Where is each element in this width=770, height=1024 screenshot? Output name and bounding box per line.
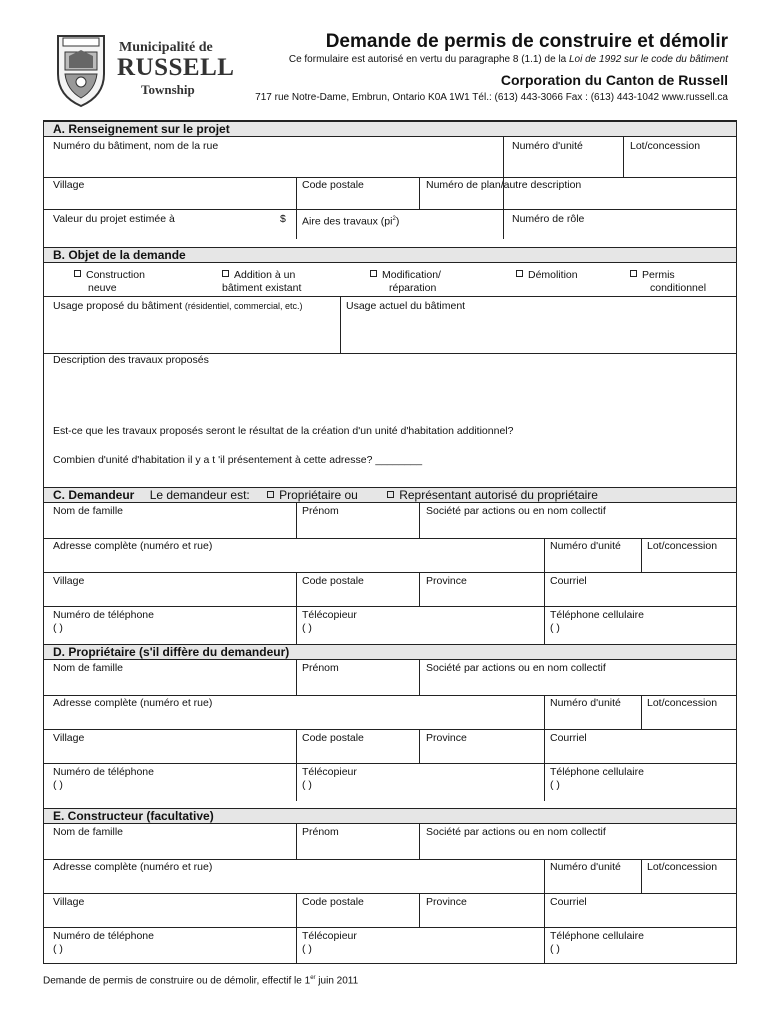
cell-label: Téléphone cellulaire <box>550 766 644 778</box>
last-name-field[interactable]: Nom de famille <box>53 826 124 838</box>
lot-concession-field[interactable]: Lot/concession <box>630 140 701 152</box>
cell-field[interactable] <box>550 609 644 635</box>
form-title: Demande de permis de construire et démolir <box>325 31 728 52</box>
footer-date: juin 2011 <box>315 975 359 987</box>
postal-code-field[interactable]: Code postale <box>302 732 364 744</box>
company-field[interactable]: Société par actions ou en nom collectif <box>426 662 606 674</box>
checkbox-icon[interactable] <box>370 270 377 277</box>
dollar-sign: $ <box>280 213 286 225</box>
coat-of-arms-icon <box>55 30 107 108</box>
section-a-header: A. Renseignement sur le projet <box>44 121 736 137</box>
village-field[interactable]: Village <box>53 179 85 191</box>
work-area-label: Aire des travaux (pi <box>302 215 393 228</box>
option-label: Démolition <box>528 269 578 281</box>
company-field[interactable]: Société par actions ou en nom collectif <box>426 826 606 838</box>
project-value-field[interactable]: Valeur du projet estimée à <box>53 213 175 225</box>
checkbox-icon[interactable] <box>222 270 229 277</box>
phone-label: Numéro de téléphone <box>53 609 154 621</box>
option-label-line2: conditionnel <box>650 282 707 294</box>
village-field[interactable]: Village <box>53 732 85 744</box>
option-modification[interactable] <box>370 269 441 295</box>
phone-label: Numéro de téléphone <box>53 766 154 778</box>
unit-number-field[interactable]: Numéro d'unité <box>512 140 583 152</box>
province-field[interactable]: Province <box>426 575 467 587</box>
fax-field[interactable] <box>302 766 357 792</box>
form-footer <box>43 975 358 986</box>
applicant-is-label: Le demandeur est: <box>149 488 250 502</box>
area-code: ( ) <box>550 622 560 634</box>
lot-concession-field[interactable]: Lot/concession <box>647 697 718 709</box>
section-c-title: C. Demandeur <box>53 488 135 502</box>
fax-label: Télécopieur <box>302 609 357 621</box>
checkbox-icon[interactable] <box>267 491 274 498</box>
area-code: ( ) <box>550 943 560 955</box>
cell-label: Téléphone cellulaire <box>550 930 644 942</box>
unit-number-field[interactable]: Numéro d'unité <box>550 697 621 709</box>
option-label: Permis <box>642 269 675 281</box>
permit-form <box>43 120 737 964</box>
phone-field[interactable] <box>53 766 154 792</box>
option-label-line2: bâtiment existant <box>222 282 302 294</box>
area-code: ( ) <box>53 779 63 791</box>
section-b-header: B. Objet de la demande <box>44 247 736 263</box>
first-name-field[interactable]: Prénom <box>302 826 339 838</box>
unit-number-field[interactable]: Numéro d'unité <box>550 540 621 552</box>
cell-label: Téléphone cellulaire <box>550 609 644 621</box>
work-area-exponent: 2 <box>392 216 396 222</box>
checkbox-icon[interactable] <box>387 491 394 498</box>
option-representative[interactable] <box>387 488 598 502</box>
area-code: ( ) <box>53 622 63 634</box>
additional-unit-question: Est-ce que les travaux proposés seront le résultat de la création d'un unité d'habitation additionnel? <box>53 425 514 437</box>
form-subtitle <box>289 54 728 65</box>
section-e-header: E. Constructeur (facultative) <box>44 808 736 824</box>
checkbox-icon[interactable] <box>630 270 637 277</box>
work-area-close: ) <box>395 215 400 228</box>
address-field[interactable]: Adresse complète (numéro et rue) <box>53 697 213 709</box>
phone-field[interactable] <box>53 609 154 635</box>
proposed-use-hint: (résidentiel, commercial, etc.) <box>184 301 303 311</box>
applicant-contact <box>44 502 736 644</box>
company-field[interactable]: Société par actions ou en nom collectif <box>426 505 606 517</box>
area-code: ( ) <box>550 779 560 791</box>
corporation-name: Corporation du Canton de Russell <box>500 72 728 88</box>
village-field[interactable]: Village <box>53 575 85 587</box>
village-field[interactable]: Village <box>53 896 85 908</box>
option-owner-label: Propriétaire ou <box>279 488 358 502</box>
option-label-line2: neuve <box>88 282 117 294</box>
area-code: ( ) <box>53 943 63 955</box>
fax-label: Télécopieur <box>302 930 357 942</box>
phone-field[interactable] <box>53 930 154 956</box>
option-label: Addition à un <box>234 269 296 281</box>
logo-text-municipalite: Municipalité de <box>119 40 213 55</box>
unit-count-question[interactable]: Combien d'unité d'habitation il y a t 'il présentement à cette adresse? ________ <box>53 454 423 466</box>
roll-number-field[interactable]: Numéro de rôle <box>512 213 585 225</box>
cell-field[interactable] <box>550 930 644 956</box>
address-field[interactable]: Adresse complète (numéro et rue) <box>53 861 213 873</box>
fax-label: Télécopieur <box>302 766 357 778</box>
option-construction-neuve[interactable] <box>74 269 145 295</box>
checkbox-icon[interactable] <box>516 270 523 277</box>
province-field[interactable]: Province <box>426 732 467 744</box>
option-label: Modification/ <box>382 269 441 281</box>
municipality-logo <box>55 30 235 110</box>
fax-field[interactable] <box>302 609 357 635</box>
area-code: ( ) <box>302 622 312 634</box>
proposed-use-field[interactable] <box>53 300 302 313</box>
postal-code-field[interactable]: Code postale <box>302 896 364 908</box>
unit-number-field[interactable]: Numéro d'unité <box>550 861 621 873</box>
corporation-address: 717 rue Notre-Dame, Embrun, Ontario K0A 1W1 Tél.: (613) 443-3066 Fax : (613) 443-1042 www.russell.ca <box>255 92 728 103</box>
footer-sup: er <box>310 975 316 981</box>
proposed-use-label: Usage proposé du bâtiment <box>53 300 182 312</box>
building-street-field[interactable]: Numéro du bâtiment, nom de la rue <box>53 140 219 152</box>
option-demolition[interactable] <box>516 269 578 282</box>
fax-field[interactable] <box>302 930 357 956</box>
owner-contact <box>44 659 736 801</box>
address-field[interactable]: Adresse complète (numéro et rue) <box>53 540 213 552</box>
email-field[interactable]: Courriel <box>550 732 587 744</box>
subtitle-law: Loi de 1992 sur le code du bâtiment <box>569 54 728 65</box>
footer-text: Demande de permis de construire ou de démolir, effectif le 1 <box>43 975 311 987</box>
first-name-field[interactable]: Prénom <box>302 505 339 517</box>
logo-text-township: Township <box>141 82 195 97</box>
first-name-field[interactable]: Prénom <box>302 662 339 674</box>
current-use-field[interactable]: Usage actuel du bâtiment <box>346 300 466 312</box>
area-code: ( ) <box>302 779 312 791</box>
email-field[interactable]: Courriel <box>550 896 587 908</box>
section-c-header <box>44 487 736 503</box>
phone-label: Numéro de téléphone <box>53 930 154 942</box>
subtitle-text: Ce formulaire est autorisé en vertu du paragraphe 8 (1.1) de la <box>288 54 569 65</box>
option-label-line2: réparation <box>389 282 437 294</box>
work-area-field[interactable] <box>302 213 399 229</box>
work-description-field[interactable]: Description des travaux proposés <box>53 354 209 366</box>
builder-contact <box>44 823 736 963</box>
option-label: Construction <box>86 269 145 281</box>
last-name-field[interactable]: Nom de famille <box>53 505 124 517</box>
option-owner[interactable] <box>267 488 358 502</box>
section-d-header: D. Propriétaire (s'il diffère du demandeur) <box>44 644 736 660</box>
plan-number-field[interactable]: Numéro de plan/autre description <box>426 179 582 191</box>
checkbox-icon[interactable] <box>74 270 81 277</box>
area-code: ( ) <box>302 943 312 955</box>
logo-text-russell: RUSSELL <box>117 54 235 81</box>
email-field[interactable]: Courriel <box>550 575 587 587</box>
option-permis-conditionnel[interactable] <box>630 269 706 295</box>
postal-code-field[interactable]: Code postale <box>302 179 364 191</box>
lot-concession-field[interactable]: Lot/concession <box>647 540 718 552</box>
lot-concession-field[interactable]: Lot/concession <box>647 861 718 873</box>
postal-code-field[interactable]: Code postale <box>302 575 364 587</box>
last-name-field[interactable]: Nom de famille <box>53 662 124 674</box>
option-addition[interactable] <box>222 269 301 295</box>
option-representative-label: Représentant autorisé du propriétaire <box>399 488 598 502</box>
province-field[interactable]: Province <box>426 896 467 908</box>
cell-field[interactable] <box>550 766 644 792</box>
